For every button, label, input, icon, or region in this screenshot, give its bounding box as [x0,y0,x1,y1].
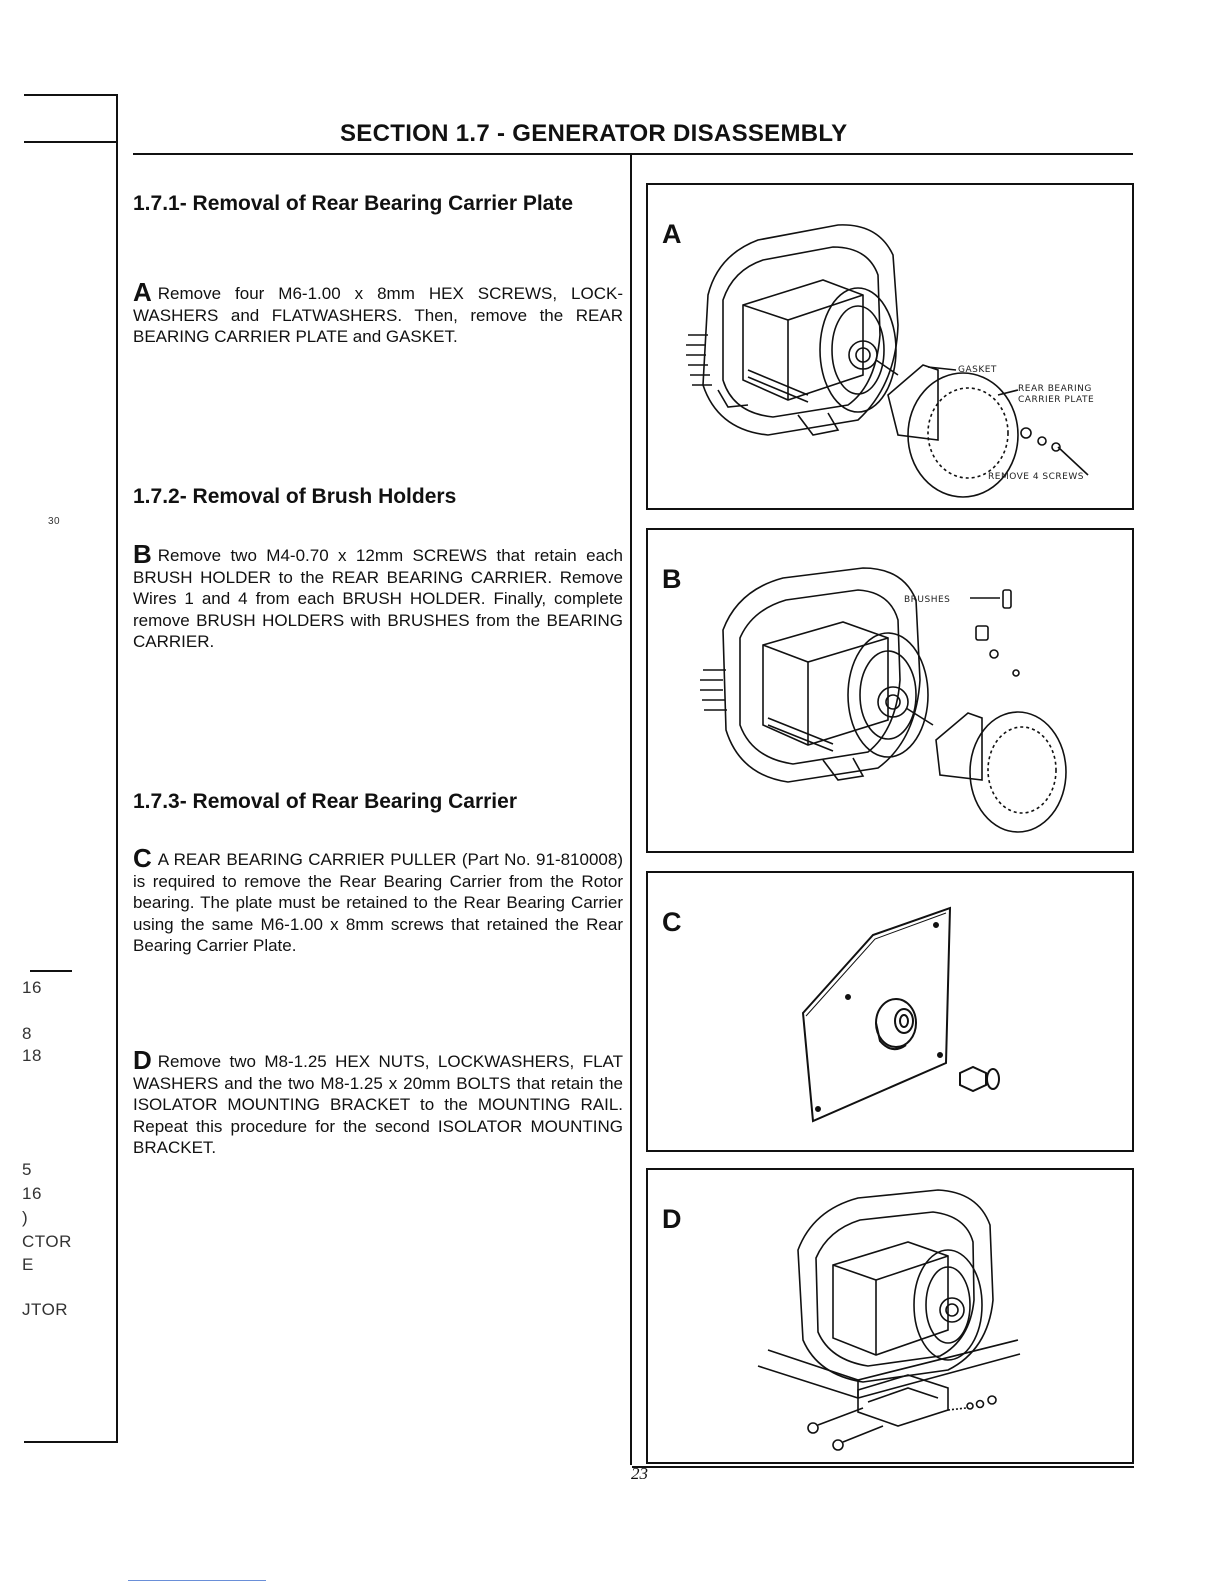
figure-label: C [662,907,682,937]
isolator-mounting-bracket-illustration [648,1170,1136,1466]
step-text: Remove two M8-1.25 HEX NUTS, LOCKWASHERS, FLAT WASHERS and the two M8-1.25 x 20mm BOLTS that retain the ISOLATOR MOUNTING BRACKET to the MOUNTING RAIL. Repeat this procedure for the second ISOLATOR MOUNTING BRACKET. [133,1052,623,1157]
step-c [133,843,623,957]
page-number: 23 [631,1464,648,1483]
margin-fragment: E [22,1255,34,1274]
callout-rear-bearing: REAR BEARING [1018,384,1092,394]
step-letter: C [133,843,152,873]
header-rule [133,153,1133,155]
generator-rear-carrier-plate-illustration [648,185,1136,512]
left-binding-rule-bottom [24,1441,118,1443]
bearing-carrier-puller-illustration [648,873,1136,1154]
margin-fragment: CTOR [22,1232,72,1251]
figure-panel-d [646,1168,1134,1464]
step-a [133,277,623,348]
step-letter: A [133,277,152,307]
figure-panel-c [646,871,1134,1152]
figure-panel-a [646,183,1134,510]
bottom-edge-rule [128,1580,266,1581]
figure-label: D [662,1204,682,1234]
step-d [133,1045,623,1159]
footer-rule [632,1466,1134,1468]
callout-carrier-plate: CARRIER PLATE [1018,395,1095,405]
page-title: SECTION 1.7 - GENERATOR DISASSEMBLY [340,120,848,147]
margin-fragment: 5 [22,1160,32,1179]
callout-brushes: BRUSHES [904,595,951,605]
figure-label: A [662,219,682,249]
callout-gasket: GASKET [958,365,997,375]
step-letter: D [133,1045,152,1075]
margin-fragment: 30 [48,516,61,527]
margin-fragment: 8 [22,1024,32,1043]
section-heading-1-7-2: 1.7.2- Removal of Brush Holders [133,485,457,508]
figure-label: B [662,564,682,594]
margin-fragment: 16 [22,1184,42,1203]
step-text: A REAR BEARING CARRIER PULLER (Part No. 91-810008) is required to remove the Rear Bearing Carrier from the Rotor bearing. The plate must be retained to the Rear Bearing Carrier using the same M6-1.00 x 8mm screws that retained the Rear Bearing Carrier Plate. [133,850,623,955]
column-divider [630,153,632,1465]
margin-fragment: 16 [22,978,42,997]
step-text: Remove four M6-1.00 x 8mm HEX SCREWS, LOCK-WASHERS and FLATWASHERS. Then, remove the REAR BEARING CARRIER PLATE and GASKET. [133,284,623,346]
generator-brush-holders-illustration [648,530,1136,855]
figure-panel-b [646,528,1134,853]
left-binding-rule-mid [24,141,118,143]
margin-fragment: ) [22,1208,29,1227]
margin-fragment: 18 [22,1046,42,1065]
step-letter: B [133,539,152,569]
section-heading-1-7-3: 1.7.3- Removal of Rear Bearing Carrier [133,790,517,813]
section-heading-1-7-1: 1.7.1- Removal of Rear Bearing Carrier Plate [133,192,574,215]
step-b [133,539,623,653]
left-binding-rule-vertical [116,94,118,1442]
callout-remove-screws: REMOVE 4 SCREWS [988,472,1084,482]
step-text: Remove two M4-0.70 x 12mm SCREWS that retain each BRUSH HOLDER to the REAR BEARING CARRIER. Remove Wires 1 and 4 from each BRUSH HOLDER. Finally, complete remove BRUSH HOLDERS with BRUSHES from the BEARING CARRIER. [133,546,623,651]
left-binding-rule-top [24,94,118,96]
margin-tick-rule [30,970,72,972]
margin-fragment: JTOR [22,1300,69,1319]
